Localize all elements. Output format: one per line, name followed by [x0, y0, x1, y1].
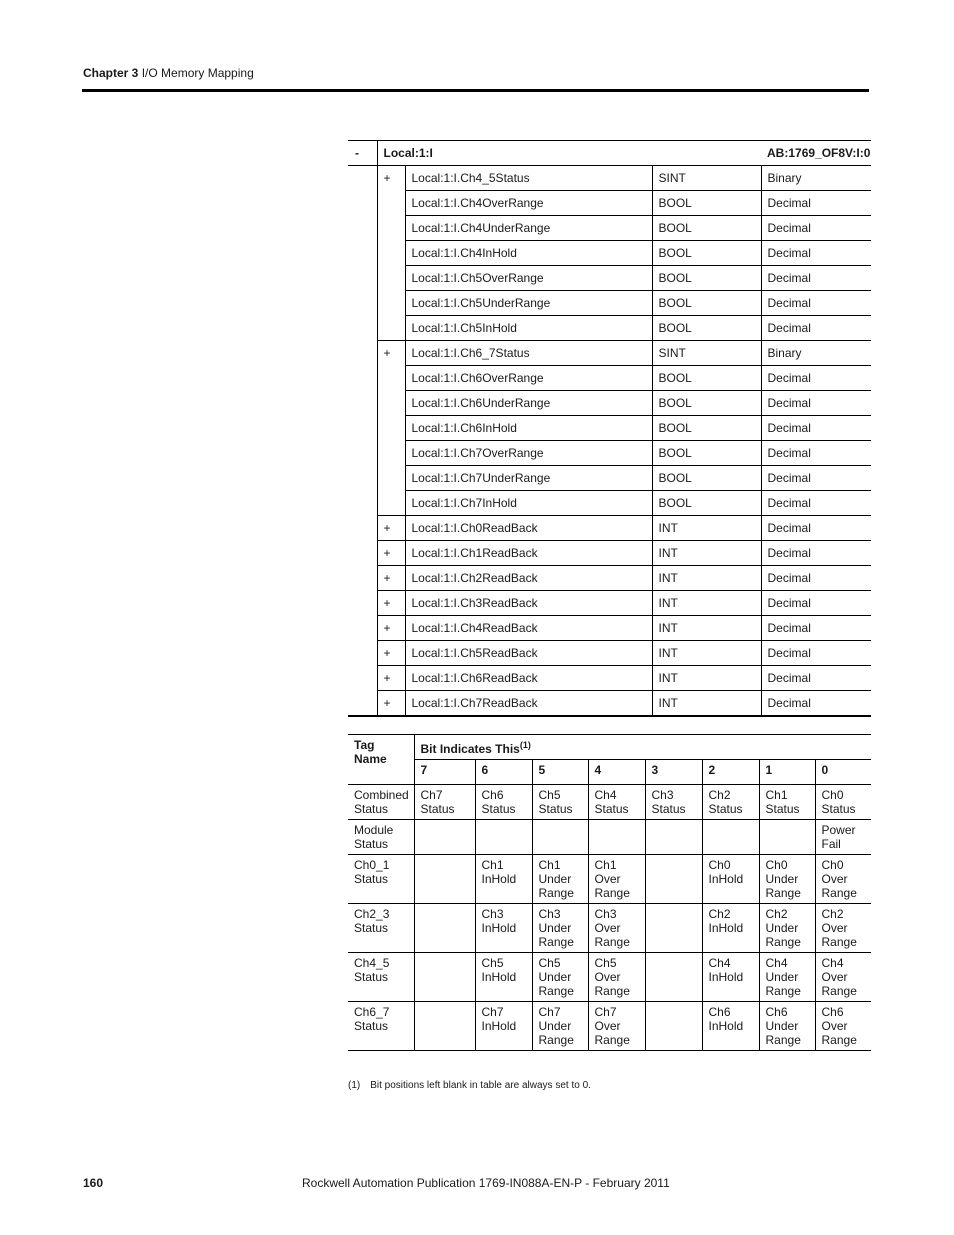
display-style: Decimal: [761, 241, 871, 266]
bit-cell: Ch4 Over Range: [815, 953, 871, 1002]
expand-sign: +: [377, 166, 405, 191]
indent-cell: [348, 616, 377, 641]
display-style: Decimal: [761, 266, 871, 291]
bit-row: [348, 785, 871, 820]
display-style: Decimal: [761, 191, 871, 216]
bit-cell: Ch6 InHold: [702, 1002, 759, 1051]
indent-cell: [348, 366, 377, 391]
bit-cell: Ch7 Status: [414, 785, 475, 820]
expand-sign: [377, 266, 405, 291]
indent-cell: [348, 516, 377, 541]
bit-cell: Ch7 Over Range: [588, 1002, 645, 1051]
tag-name: Local:1:I.Ch2ReadBack: [405, 566, 652, 591]
indent-cell: [348, 216, 377, 241]
tag-name-header: Tag Name: [348, 735, 414, 785]
bit-cell: Ch3 Over Range: [588, 904, 645, 953]
bit-definition-table: [348, 734, 871, 1051]
footnote-marker: (1): [348, 1080, 361, 1091]
tag-name: Local:1:I.Ch7ReadBack: [405, 691, 652, 717]
data-type: INT: [652, 641, 761, 666]
display-style: Decimal: [761, 366, 871, 391]
bit-cell: Ch1 Under Range: [532, 855, 588, 904]
display-style: Decimal: [761, 416, 871, 441]
data-type: BOOL: [652, 191, 761, 216]
footnote-ref: (1): [519, 740, 531, 750]
indent-cell: [348, 566, 377, 591]
indent-cell: [348, 666, 377, 691]
data-type: SINT: [652, 166, 761, 191]
tag-row: [348, 516, 871, 541]
bit-row: [348, 904, 871, 953]
display-style: Decimal: [761, 691, 871, 717]
data-type: BOOL: [652, 491, 761, 516]
bit-cell: Ch6 Over Range: [815, 1002, 871, 1051]
tag-name: Local:1:I.Ch7OverRange: [405, 441, 652, 466]
data-type: INT: [652, 566, 761, 591]
expand-sign: [377, 216, 405, 241]
tag-table-header-row: [348, 141, 871, 166]
tag-row: [348, 291, 871, 316]
expand-sign: [377, 491, 405, 516]
expand-sign: [377, 391, 405, 416]
bit-row-tag: Module Status: [348, 820, 414, 855]
display-style: Decimal: [761, 591, 871, 616]
bit-number: 6: [475, 760, 532, 785]
display-style: Decimal: [761, 566, 871, 591]
expand-sign: +: [377, 641, 405, 666]
display-style: Decimal: [761, 666, 871, 691]
tag-name: Local:1:I.Ch5UnderRange: [405, 291, 652, 316]
indent-cell: [348, 441, 377, 466]
tag-row: [348, 641, 871, 666]
display-style: Decimal: [761, 491, 871, 516]
data-type: INT: [652, 516, 761, 541]
tag-name: Local:1:I.Ch5OverRange: [405, 266, 652, 291]
expand-sign: [377, 316, 405, 341]
expand-sign: [377, 416, 405, 441]
bit-cell: Ch6 Status: [475, 785, 532, 820]
data-type: SINT: [652, 341, 761, 366]
bit-cell: Ch2 Under Range: [759, 904, 815, 953]
display-style: Decimal: [761, 641, 871, 666]
indent-cell: [348, 241, 377, 266]
tag-row: [348, 591, 871, 616]
bit-cell: [645, 820, 702, 855]
bit-cell: [532, 820, 588, 855]
data-type: BOOL: [652, 366, 761, 391]
data-type: BOOL: [652, 216, 761, 241]
chapter-label: Chapter 3: [83, 66, 139, 80]
bit-row: [348, 820, 871, 855]
data-type: BOOL: [652, 266, 761, 291]
expand-sign: +: [377, 666, 405, 691]
bit-cell: [702, 820, 759, 855]
bit-cell: [414, 820, 475, 855]
expand-sign: [377, 291, 405, 316]
bit-indicates-label: Bit Indicates This: [420, 742, 520, 756]
expand-sign: [377, 441, 405, 466]
data-type: INT: [652, 616, 761, 641]
collapse-sign: -: [348, 141, 377, 166]
display-style: Decimal: [761, 516, 871, 541]
tag-row: [348, 366, 871, 391]
bit-cell: Ch4 InHold: [702, 953, 759, 1002]
bit-indicates-header: [414, 735, 871, 760]
bit-row: [348, 855, 871, 904]
tag-name: Local:1:I.Ch1ReadBack: [405, 541, 652, 566]
data-type: BOOL: [652, 441, 761, 466]
bit-row-tag: Ch0_1 Status: [348, 855, 414, 904]
indent-cell: [348, 416, 377, 441]
bit-cell: Ch4 Under Range: [759, 953, 815, 1002]
bit-cell: Power Fail: [815, 820, 871, 855]
bit-row-tag: Ch6_7 Status: [348, 1002, 414, 1051]
tag-name: Local:1:I.Ch3ReadBack: [405, 591, 652, 616]
bit-row: [348, 1002, 871, 1051]
bit-cell: Ch4 Status: [588, 785, 645, 820]
indent-cell: [348, 266, 377, 291]
bit-cell: Ch3 InHold: [475, 904, 532, 953]
bit-cell: Ch2 InHold: [702, 904, 759, 953]
tag-row: [348, 466, 871, 491]
bit-cell: Ch7 Under Range: [532, 1002, 588, 1051]
data-type: INT: [652, 666, 761, 691]
tag-name: Local:1:I.Ch6OverRange: [405, 366, 652, 391]
display-style: Decimal: [761, 391, 871, 416]
bit-cell: Ch3 Under Range: [532, 904, 588, 953]
tag-row: [348, 441, 871, 466]
tag-row: [348, 666, 871, 691]
display-style: Decimal: [761, 291, 871, 316]
bit-number-row: [348, 760, 871, 785]
tag-name: Local:1:I.Ch7UnderRange: [405, 466, 652, 491]
data-type: BOOL: [652, 466, 761, 491]
bit-cell: [475, 820, 532, 855]
display-style: Binary: [761, 341, 871, 366]
indent-cell: [348, 466, 377, 491]
display-style: Decimal: [761, 216, 871, 241]
bit-row-tag: Ch2_3 Status: [348, 904, 414, 953]
bit-cell: [645, 953, 702, 1002]
bit-cell: Ch7 InHold: [475, 1002, 532, 1051]
indent-cell: [348, 316, 377, 341]
tag-name: Local:1:I.Ch4OverRange: [405, 191, 652, 216]
data-type: BOOL: [652, 241, 761, 266]
bit-cell: [588, 820, 645, 855]
bit-cell: Ch2 Over Range: [815, 904, 871, 953]
bit-cell: Ch0 Under Range: [759, 855, 815, 904]
tag-name: Local:1:I.Ch5ReadBack: [405, 641, 652, 666]
expand-sign: [377, 241, 405, 266]
tag-row: [348, 541, 871, 566]
tag-row: [348, 266, 871, 291]
data-type: INT: [652, 591, 761, 616]
indent-cell: [348, 591, 377, 616]
bit-cell: Ch1 Status: [759, 785, 815, 820]
indent-cell: [348, 491, 377, 516]
tag-row: [348, 191, 871, 216]
display-style: Decimal: [761, 616, 871, 641]
bit-table-header-row: [348, 735, 871, 760]
expand-sign: [377, 191, 405, 216]
bit-cell: Ch3 Status: [645, 785, 702, 820]
indent-cell: [348, 641, 377, 666]
bit-cell: Ch1 Over Range: [588, 855, 645, 904]
display-style: Decimal: [761, 541, 871, 566]
bit-number: 4: [588, 760, 645, 785]
bit-cell: Ch5 InHold: [475, 953, 532, 1002]
tag-name: Local:1:I.Ch6ReadBack: [405, 666, 652, 691]
display-style: Binary: [761, 166, 871, 191]
footnote-text: Bit positions left blank in table are always set to 0.: [370, 1080, 591, 1091]
tag-name: Local:1:I.Ch7InHold: [405, 491, 652, 516]
expand-sign: +: [377, 616, 405, 641]
data-type: BOOL: [652, 316, 761, 341]
tag-name: Local:1:I.Ch0ReadBack: [405, 516, 652, 541]
expand-sign: +: [377, 516, 405, 541]
tag-row: [348, 391, 871, 416]
bit-number: 1: [759, 760, 815, 785]
bit-cell: [645, 904, 702, 953]
bit-cell: Ch2 Status: [702, 785, 759, 820]
bit-cell: Ch0 Status: [815, 785, 871, 820]
indent-cell: [348, 541, 377, 566]
expand-sign: +: [377, 341, 405, 366]
expand-sign: [377, 466, 405, 491]
tag-name: Local:1:I.Ch4UnderRange: [405, 216, 652, 241]
data-type: INT: [652, 541, 761, 566]
tag-root-name: Local:1:I: [377, 141, 761, 166]
data-type: BOOL: [652, 416, 761, 441]
bit-cell: [645, 1002, 702, 1051]
tag-row: [348, 491, 871, 516]
bit-row: [348, 953, 871, 1002]
bit-number: 0: [815, 760, 871, 785]
running-header: [83, 66, 254, 80]
page-number: 160: [83, 1176, 104, 1190]
indent-cell: [348, 166, 377, 191]
tag-name: Local:1:I.Ch6_7Status: [405, 341, 652, 366]
bit-cell: Ch0 InHold: [702, 855, 759, 904]
data-type: INT: [652, 691, 761, 717]
tag-root-type: AB:1769_OF8V:I:0: [761, 141, 871, 166]
bit-cell: [414, 904, 475, 953]
bit-cell: [645, 855, 702, 904]
bit-cell: Ch0 Over Range: [815, 855, 871, 904]
indent-cell: [348, 691, 377, 717]
tag-row: [348, 416, 871, 441]
tag-memory-table: [348, 140, 871, 717]
expand-sign: [377, 366, 405, 391]
expand-sign: +: [377, 541, 405, 566]
section-title: I/O Memory Mapping: [141, 66, 254, 80]
display-style: Decimal: [761, 316, 871, 341]
expand-sign: +: [377, 691, 405, 717]
bit-cell: Ch6 Under Range: [759, 1002, 815, 1051]
tag-name: Local:1:I.Ch4ReadBack: [405, 616, 652, 641]
tag-name: Local:1:I.Ch6UnderRange: [405, 391, 652, 416]
bit-cell: [414, 855, 475, 904]
tag-row: [348, 566, 871, 591]
publication-info: Rockwell Automation Publication 1769-IN088A-EN-P - February 2011: [302, 1176, 670, 1190]
bit-number: 7: [414, 760, 475, 785]
expand-sign: +: [377, 591, 405, 616]
tag-row: [348, 216, 871, 241]
bit-number: 5: [532, 760, 588, 785]
footnote: [348, 1080, 601, 1091]
indent-cell: [348, 291, 377, 316]
tag-row: [348, 166, 871, 191]
indent-cell: [348, 191, 377, 216]
tag-name: Local:1:I.Ch5InHold: [405, 316, 652, 341]
tag-row: [348, 316, 871, 341]
bit-cell: Ch5 Under Range: [532, 953, 588, 1002]
bit-row-tag: Combined Status: [348, 785, 414, 820]
bit-cell: [759, 820, 815, 855]
indent-cell: [348, 391, 377, 416]
display-style: Decimal: [761, 466, 871, 491]
tag-row: [348, 616, 871, 641]
bit-cell: [414, 953, 475, 1002]
tag-row: [348, 341, 871, 366]
bit-cell: Ch5 Over Range: [588, 953, 645, 1002]
expand-sign: +: [377, 566, 405, 591]
bit-cell: Ch5 Status: [532, 785, 588, 820]
tag-row: [348, 241, 871, 266]
bit-number: 2: [702, 760, 759, 785]
data-type: BOOL: [652, 291, 761, 316]
bit-number: 3: [645, 760, 702, 785]
indent-cell: [348, 341, 377, 366]
data-type: BOOL: [652, 391, 761, 416]
tag-row: [348, 691, 871, 717]
display-style: Decimal: [761, 441, 871, 466]
tag-name: Local:1:I.Ch4InHold: [405, 241, 652, 266]
tag-name: Local:1:I.Ch6InHold: [405, 416, 652, 441]
bit-row-tag: Ch4_5 Status: [348, 953, 414, 1002]
tag-name: Local:1:I.Ch4_5Status: [405, 166, 652, 191]
bit-cell: Ch1 InHold: [475, 855, 532, 904]
bit-cell: [414, 1002, 475, 1051]
header-rule: [82, 89, 869, 92]
